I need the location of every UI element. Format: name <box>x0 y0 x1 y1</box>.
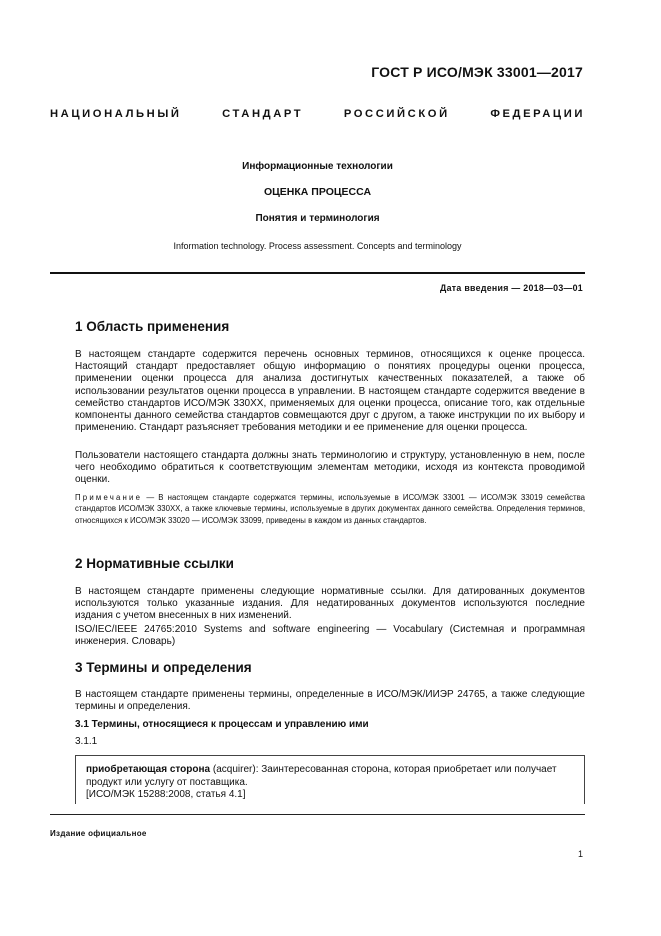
section-2-paragraph-1: В настоящем стандарте применены следующие нормативные ссылки. Для датированных документов используются только указанные издания. Для недатированных документов используются последние издания с учетом внесенных в них изменений. <box>75 586 585 622</box>
term-definition-box <box>75 755 585 804</box>
introduction-date: Дата введения — 2018—03—01 <box>440 283 583 293</box>
term-definition-text: : Заинтересованная сторона, которая приобретает или получает продукт или услугу от поставщика. <box>86 764 557 788</box>
title-line-2: ОЦЕНКА ПРОЦЕССА <box>263 186 372 198</box>
section-3-heading: 3 Термины и определения <box>75 660 252 675</box>
term-name: приобретающая сторона <box>86 764 211 775</box>
section-1-heading: 1 Область применения <box>75 319 230 334</box>
section-2-heading: 2 Нормативные ссылки <box>75 556 234 571</box>
title-line-3: Понятия и терминология <box>255 213 380 224</box>
national-standard-title: НАЦИОНАЛЬНЫЙ СТАНДАРТ РОССИЙСКОЙ ФЕДЕРАЦИИ <box>50 108 585 120</box>
page-number: 1 <box>577 849 583 859</box>
section-1-paragraph-2: Пользователи настоящего стандарта должны знать терминологию и структуру, установленную в нем, после чего необходимо обратиться к соответствующим элементам методики, исходя из контекста проводимой оценки. <box>75 450 585 486</box>
note-text: — В настоящем стандарте содержатся термины, используемые в ИСО/МЭК 33001 — ИСО/МЭК 33019 семейства стандартов ИСО/МЭК 330XX, а также ключевые термины, используемые в других документах данного семейства. Определения терминов, относящихся к ИСО/МЭК 33020 — ИСО/МЭК 33099, приведены в каждом из данных стандартов. <box>75 493 585 525</box>
title-english: Information technology. Process assessment. Concepts and terminology <box>173 241 462 251</box>
section-2-paragraph-2: ISO/IEC/IEEE 24765:2010 Systems and software engineering — Vocabulary (Системная и программная инженерия. Словарь) <box>75 624 585 648</box>
term-number: 3.1.1 <box>75 736 98 747</box>
term-definition <box>86 764 584 789</box>
section-3-paragraph-1: В настоящем стандарте применены термины, определенные в ИСО/МЭК/ИИЭР 24765, а также следующие термины и определения. <box>75 689 585 713</box>
note-label: Примечание <box>75 493 143 502</box>
term-english: (acquirer) <box>212 764 256 775</box>
section-1-paragraph-1: В настоящем стандарте содержится перечень основных терминов, относящихся к оценке процесса. Настоящий стандарт предоставляет общую информацию о понятиях процедуры оценки процесса, применении оценки процесса для анализа достигнутых качественных показателей, а также об использовании результатов оценки процесса в управлении. В настоящем стандарте содержится введение в семейство стандартов ИСО/МЭК 330XX, применяемых для оценки процесса, описание того, как отдельные компоненты данного семейства стандартов совмещаются друг с другом, а также инструкции по их выбору и применению. Стандарт разъясняет требования методики и ее применение для оценки процесса. <box>75 349 585 434</box>
term-source: [ИСО/МЭК 15288:2008, статья 4.1] <box>86 789 246 801</box>
standard-number: ГОСТ Р ИСО/МЭК 33001—2017 <box>371 64 583 80</box>
subsection-3-1-heading: 3.1 Термины, относящиеся к процессам и управлению ими <box>75 719 369 730</box>
section-1-note <box>75 492 585 526</box>
official-edition-label: Издание официальное <box>50 829 147 838</box>
title-divider <box>50 272 585 274</box>
footer-divider <box>50 814 585 815</box>
title-line-1: Информационные технологии <box>242 161 393 172</box>
